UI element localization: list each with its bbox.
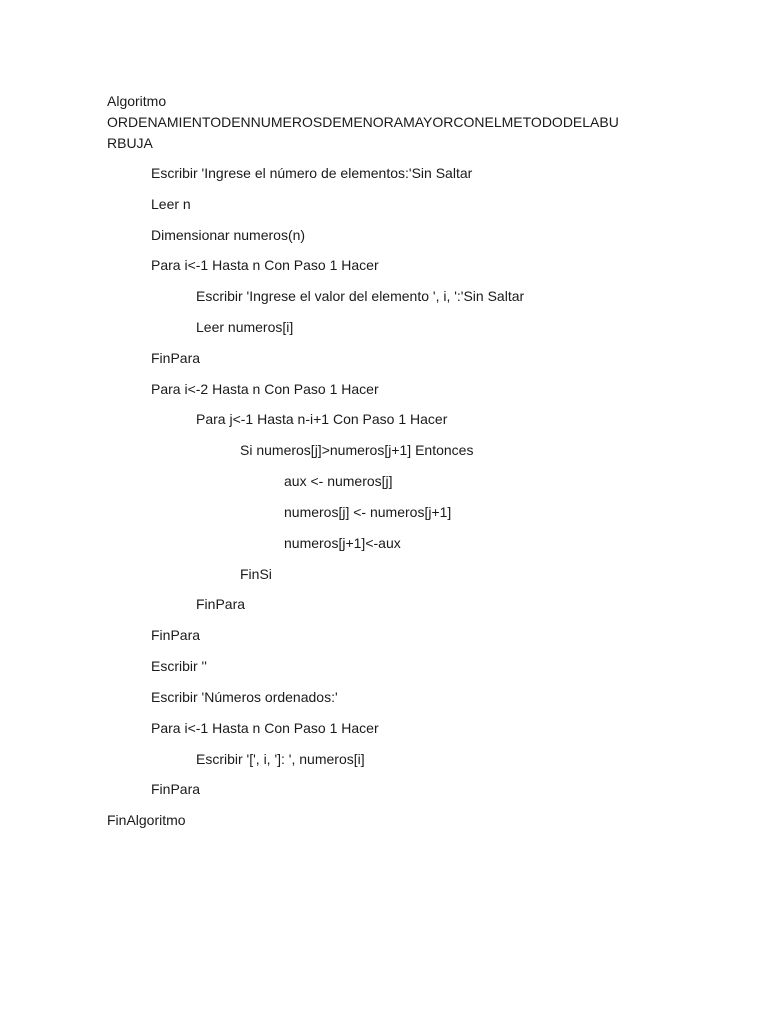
code-line: numeros[j+1]<-aux [284, 535, 401, 551]
title-line-1: Algoritmo [107, 93, 167, 109]
code-line: FinPara [151, 627, 201, 643]
code-line: Escribir 'Números ordenados:' [151, 689, 338, 705]
code-line: Escribir '' [151, 658, 207, 674]
code-line: numeros[j] <- numeros[j+1] [284, 504, 452, 520]
code-line: FinPara [151, 350, 201, 366]
code-line: Escribir 'Ingrese el número de elementos:'Sin Saltar [151, 165, 473, 181]
code-line: Para i<-1 Hasta n Con Paso 1 Hacer [151, 720, 379, 736]
code-line: FinAlgoritmo [107, 812, 186, 828]
code-line: aux <- numeros[j] [284, 473, 393, 489]
code-line: Escribir '[', i, ']: ', numeros[i] [196, 751, 365, 767]
code-line: Leer numeros[i] [196, 319, 294, 335]
title-line-2: ORDENAMIENTODENNUMEROSDEMENORAMAYORCONELMETODODELABU [107, 114, 619, 130]
code-line: Para i<-1 Hasta n Con Paso 1 Hacer [151, 257, 379, 273]
code-line: FinSi [240, 566, 272, 582]
code-line: FinPara [151, 781, 201, 797]
title-line-3: RBUJA [107, 135, 153, 151]
code-line: Si numeros[j]>numeros[j+1] Entonces [240, 442, 474, 458]
code-line: Escribir 'Ingrese el valor del elemento ', i, ':'Sin Saltar [196, 288, 525, 304]
code-line: Para j<-1 Hasta n-i+1 Con Paso 1 Hacer [196, 411, 448, 427]
code-line: Dimensionar numeros(n) [151, 227, 306, 243]
code-line: Para i<-2 Hasta n Con Paso 1 Hacer [151, 381, 379, 397]
algorithm-title [107, 91, 667, 154]
code-line: Leer n [151, 196, 191, 212]
code-line: FinPara [196, 596, 246, 612]
